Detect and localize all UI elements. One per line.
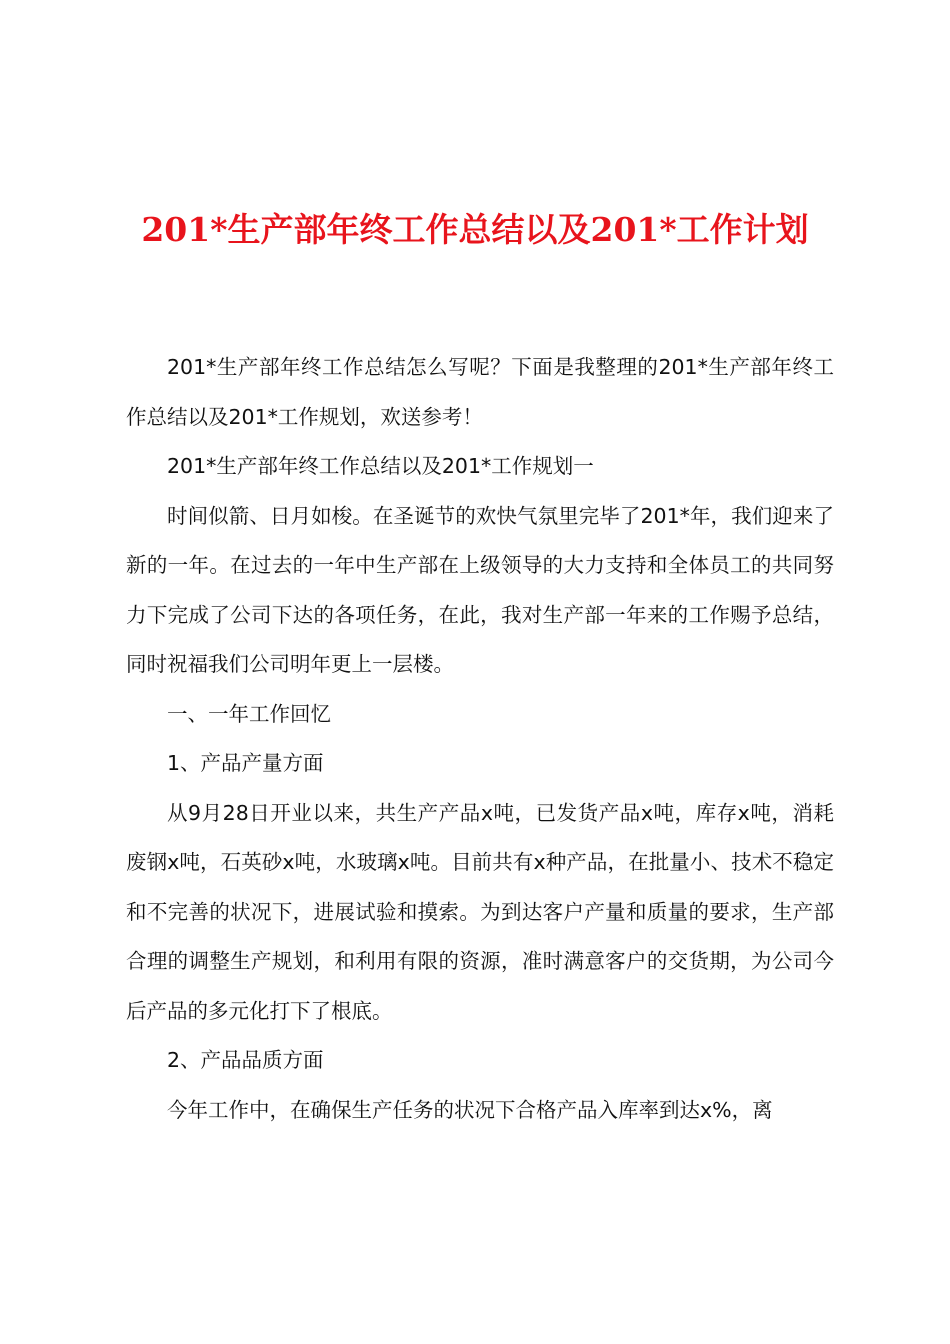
- section-heading: 201*生产部年终工作总结以及201*工作规划一: [167, 454, 594, 478]
- intro-paragraph: 201*生产部年终工作总结怎么写呢？下面是我整理的201*生产部年终工作总结以及201*工作规划，欢送参考！: [126, 355, 834, 429]
- document-title: 201*生产部年终工作总结以及201*工作计划: [141, 210, 809, 249]
- body-paragraph: 今年工作中，在确保生产任务的状况下合格产品入库率到达x%，离: [167, 1097, 773, 1122]
- subsection-heading: 2、产品品质方面: [167, 1048, 324, 1072]
- section-heading: 一、一年工作回忆: [167, 701, 331, 726]
- document-body: [126, 343, 834, 1135]
- body-paragraph: 时间似箭、日月如梭。在圣诞节的欢快气氛里完毕了201*年，我们迎来了新的一年。在过去的一年中生产部在上级领导的大力支持和全体员工的共同努力下完成了公司下达的各项任务，在此，我对生产部一年来的工作赐予总结，同时祝福我们公司明年更上一层楼。: [126, 503, 834, 676]
- body-paragraph: 从9月28日开业以来，共生产产品x吨，已发货产品x吨，库存x吨，消耗废钢x吨，石英砂x吨，水玻璃x吨。目前共有x种产品，在批量小、技术不稳定和不完善的状况下，进展试验和摸索。为到达客户产量和质量的要求，生产部合理的调整生产规划，和利用有限的资源，准时满意客户的交货期，为公司今后产品的多元化打下了根底。: [126, 800, 834, 1023]
- subsection-heading: 1、产品产量方面: [167, 751, 324, 775]
